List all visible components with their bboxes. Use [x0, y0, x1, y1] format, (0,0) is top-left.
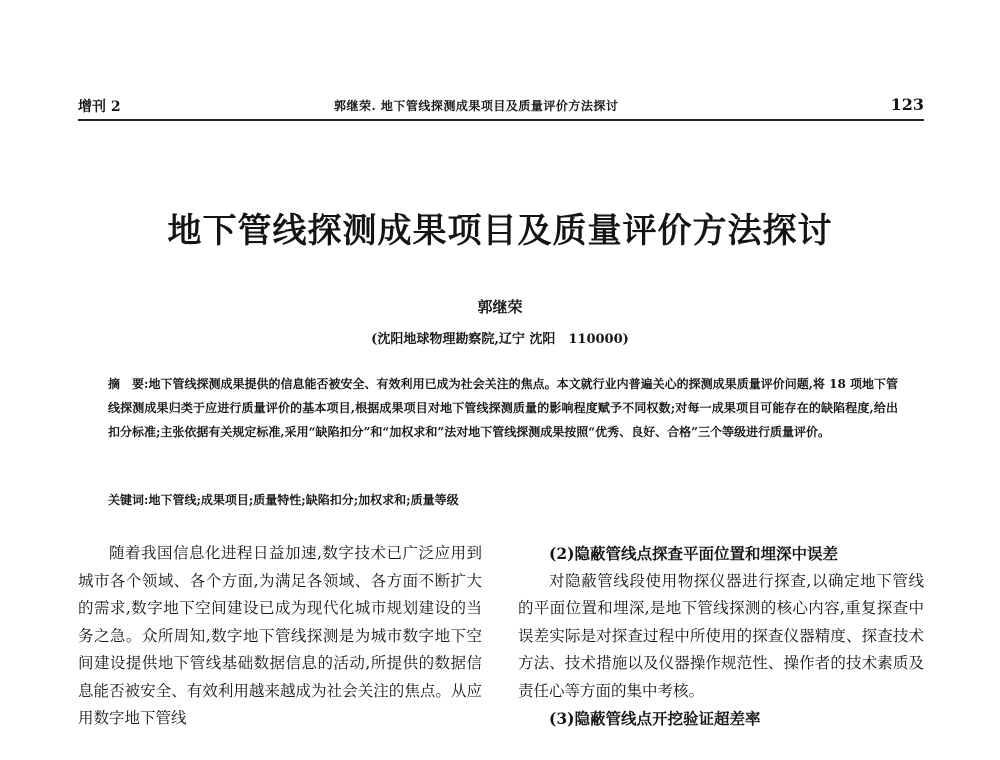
paper-title: 地下管线探测成果项目及质量评价方法探讨	[167, 211, 833, 251]
author-affiliation: (沈阳地球物理勘察院,辽宁 沈阳 110000)	[371, 332, 629, 347]
section-2-paragraph: 对隐蔽管线段使用物探仪器进行探查,以确定地下管线的平面位置和埋深,是地下管线探测的核心内容,重复探查中误差实际是对探查过程中所使用的探查仪器精度、探查技术方法、技术措施以及仪器操作规范性、操作者的技术素质及责任心等方面的集中考核。	[518, 571, 924, 700]
intro-paragraph: 随着我国信息化进程日益加速,数字技术已广泛应用到城市各个领域、各个方面,为满足各领域、各方面不断扩大的需求,数字地下空间建设已成为现代化城市规划建设的当务之急。众所周知,数字地下管线探测是为城市数字地下空间建设提供地下管线基础数据信息的活动,所提供的数据信息能否被安全、有效利用越来越成为社会关注的焦点。从应用数字地下管线	[78, 544, 482, 727]
section-heading-2: (2)隐蔽管线点探查平面位置和埋深中误差	[549, 544, 838, 563]
abstract-label: 摘 要:	[108, 377, 149, 391]
journal-issue: 增刊 2	[78, 99, 121, 115]
right-column	[518, 540, 924, 733]
running-header	[78, 96, 924, 118]
keywords	[108, 490, 898, 510]
keywords-text: 地下管线;成果项目;质量特性;缺陷扣分;加权求和;质量等级	[148, 493, 459, 507]
abstract	[108, 372, 898, 444]
left-column	[78, 540, 482, 733]
author-name: 郭继荣	[477, 298, 523, 316]
abstract-text: 地下管线探测成果提供的信息能否被安全、有效利用已成为社会关注的焦点。本文就行业内普遍关心的探测成果质量评价问题,将 18 项地下管线探测成果归类于应进行质量评价的基本项目,根据成果项目对地下管线探测质量的影响程度赋予不同权数;对每一成果项目可能存在的缺陷程度,给出扣分标准;主张依据有关规定标准,采用“缺陷扣分”和“加权求和”法对地下管线探测成果按照“优秀、良好、合格”三个等级进行质量评价。	[108, 377, 898, 439]
section-heading-3: (3)隐蔽管线点开挖验证超差率	[549, 709, 761, 728]
page-number: 123	[890, 95, 924, 114]
keywords-label: 关键词:	[108, 493, 149, 507]
header-rule	[78, 119, 924, 121]
running-title: 郭继荣. 地下管线探测成果项目及质量评价方法探讨	[334, 99, 619, 113]
